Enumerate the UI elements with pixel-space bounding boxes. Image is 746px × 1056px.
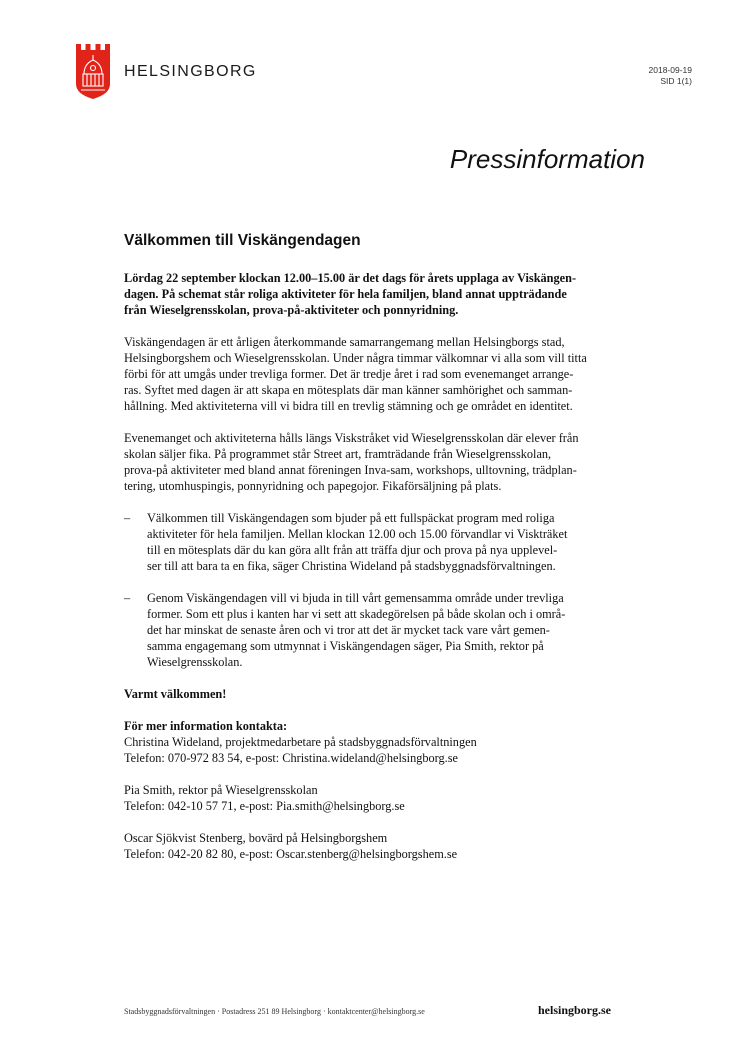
welcome-text: Varmt välkommen! — [124, 687, 227, 701]
quote-line: former. Som ett plus i kanten har vi sett att skadegörelsen på både skolan och i områ- — [147, 607, 566, 621]
document-type: Pressinformation — [449, 144, 645, 174]
body-line: förbi för att umgås under trevliga former. Det är tredje året i rad som evenemanget arrange- — [124, 367, 574, 381]
contact-phone: Telefon: 042-20 82 80, e-post: Oscar.stenberg@helsingborgshem.se — [124, 847, 458, 861]
quote-dash: – — [124, 591, 131, 605]
body-line: Helsingborgshem och Wieselgrensskolan. Under några timmar välkomnar vi alla som vill titta — [124, 351, 587, 365]
lead-paragraph — [124, 270, 624, 318]
body-line: tering, utomhuspingis, ponnyridning och papegojor. Fikaförsäljning på plats. — [124, 479, 502, 493]
quote-line: Välkommen till Viskängendagen som bjuder på ett fullspäckat program med roliga — [147, 511, 555, 525]
body-line: skolan säljer fika. På programmet står Street art, framträdande från Wieselgrensskolan, — [124, 447, 552, 461]
page-title: Välkommen till Viskängendagen — [124, 232, 361, 249]
helsingborg-logo — [76, 44, 110, 99]
quote-pia — [124, 590, 624, 670]
quote-line: samma engagemang som utmynnat i Viskängendagen säger, Pia Smith, rektor på — [147, 639, 544, 653]
body-line: Viskängendagen är ett årligen återkommande samarrangemang mellan Helsingborgs stad, — [124, 335, 565, 349]
quote-line: Wieselgrensskolan. — [147, 655, 243, 669]
contact-block — [124, 782, 624, 814]
body-paragraph-2 — [124, 430, 624, 494]
document-date: 2018-09-19 — [648, 65, 692, 75]
body-line: hållning. Med aktiviteterna vill vi bidra till en trevlig stämning och ge området en identitet. — [124, 399, 573, 413]
contact-name: Pia Smith, rektor på Wieselgrensskolan — [124, 783, 318, 797]
contact-block — [124, 830, 624, 862]
quote-line: det har minskat de senaste åren och vi tror att det är mycket tack vare vårt gemen- — [147, 623, 550, 637]
quote-line: ser till att bara ta en fika, säger Christina Wideland på stadsbyggnadsförvaltningen. — [147, 559, 556, 573]
contact-name: Oscar Sjökvist Stenberg, bovärd på Helsingborgshem — [124, 831, 388, 845]
quote-line: till en mötesplats där du kan göra allt från att träffa djur och prova på nya upplevel- — [147, 543, 558, 557]
lead-line: dagen. På schemat står roliga aktiviteter för hela familjen, bland annat uppträdande — [124, 287, 567, 301]
contact-phone: Telefon: 042-10 57 71, e-post: Pia.smith@helsingborg.se — [124, 799, 405, 813]
contact-heading: För mer information kontakta: — [124, 719, 288, 733]
brand-name: HELSINGBORG — [124, 63, 257, 80]
quote-christina — [124, 510, 624, 574]
lead-line: Lördag 22 september klockan 12.00–15.00 är det dags för årets upplaga av Viskängen- — [124, 271, 577, 285]
body-line: prova-på aktiviteter med bland annat föreningen Inva-sam, workshops, ulltovning, trädplan- — [124, 463, 577, 477]
footer-address: Stadsbyggnadsförvaltningen · Postadress 251 89 Helsingborg · kontaktcenter@helsingborg.se — [124, 1007, 425, 1016]
body-line: Evenemanget och aktiviteterna hålls längs Viskstråket vid Wieselgrensskolan där elever från — [124, 431, 579, 445]
article-body — [124, 270, 624, 862]
contact-phone: Telefon: 070-972 83 54, e-post: Christina.wideland@helsingborg.se — [124, 751, 459, 765]
quote-line: Genom Viskängendagen vill vi bjuda in till vårt gemensamma område under trevliga — [147, 591, 564, 605]
footer-website: helsingborg.se — [537, 1003, 611, 1017]
contact-name: Christina Wideland, projektmedarbetare på stadsbyggnadsförvaltningen — [124, 735, 477, 749]
contact-block — [124, 718, 624, 766]
quote-line: aktiviteter för hela familjen. Mellan klockan 12.00 och 15.00 förvandlar vi Viskträket — [147, 527, 568, 541]
lead-line: från Wieselgrensskolan, prova-på-aktiviteter och ponnyridning. — [124, 303, 459, 317]
quote-dash: – — [124, 511, 131, 525]
body-line: ras. Syftet med dagen är att skapa en mötesplats där man känner samhörighet och samman- — [124, 383, 573, 397]
body-paragraph-1 — [124, 334, 624, 414]
page-number: SID 1(1) — [660, 76, 692, 86]
document-meta — [649, 65, 692, 87]
